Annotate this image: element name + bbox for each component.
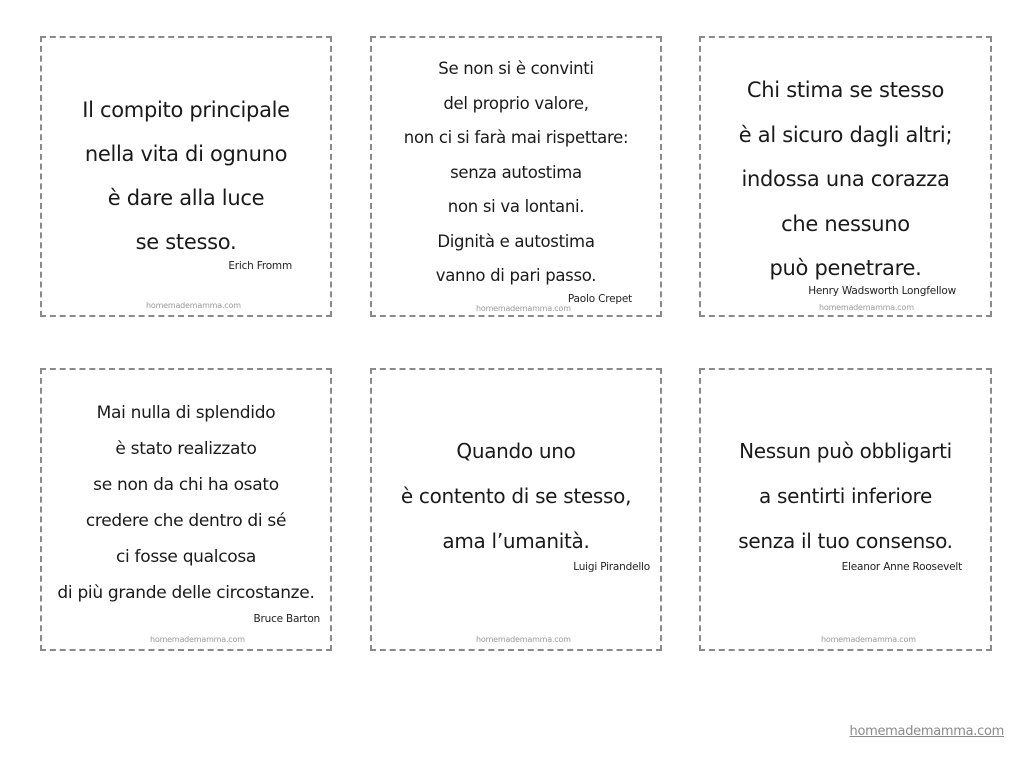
quote-card-barton <box>40 368 332 651</box>
quote-card-longfellow <box>699 36 992 317</box>
quote-text: Il compito principale nella vita di ognuno è dare alla luce se stesso. <box>82 98 290 254</box>
quote-author: Erich Fromm <box>228 260 292 272</box>
quote-text: Mai nulla di splendido è stato realizzato se non da chi ha osato credere che dentro di sé ci fosse qualcosa di più grande delle circostanze. <box>57 403 315 603</box>
quote-author: Paolo Crepet <box>567 293 632 305</box>
card-watermark: homemademamma.com <box>819 303 914 312</box>
quote-text: Se non si è convinti del proprio valore, non ci si farà mai rispettare: senza autostima non si va lontani. Dignità e autostima vanno di pari passo. <box>403 59 629 285</box>
quote-author: Luigi Pirandello <box>573 561 650 573</box>
card-watermark: homemademamma.com <box>476 635 571 644</box>
quote-text: Quando uno è contento di se stesso, ama l’umanità. <box>400 439 632 553</box>
site-link[interactable]: homemademamma.com <box>849 724 1004 739</box>
quote-author: Henry Wadsworth Longfellow <box>808 285 956 297</box>
quote-text: Nessun può obbligarti a sentirti inferiore senza il tuo consenso. <box>738 439 953 553</box>
card-watermark: homemademamma.com <box>150 635 245 644</box>
quote-author: Bruce Barton <box>253 613 320 625</box>
quote-author: Eleanor Anne Roosevelt <box>841 561 962 573</box>
quote-card-crepet <box>370 36 662 317</box>
quote-card-roosevelt <box>699 368 992 651</box>
card-watermark: homemademamma.com <box>821 635 916 644</box>
card-watermark: homemademamma.com <box>476 304 571 313</box>
quote-card-fromm <box>40 36 332 317</box>
quote-text: Chi stima se stesso è al sicuro dagli altri; indossa una corazza che nessuno può penetrare. <box>738 78 953 280</box>
card-watermark: homemademamma.com <box>146 301 241 310</box>
quote-card-pirandello <box>370 368 662 651</box>
